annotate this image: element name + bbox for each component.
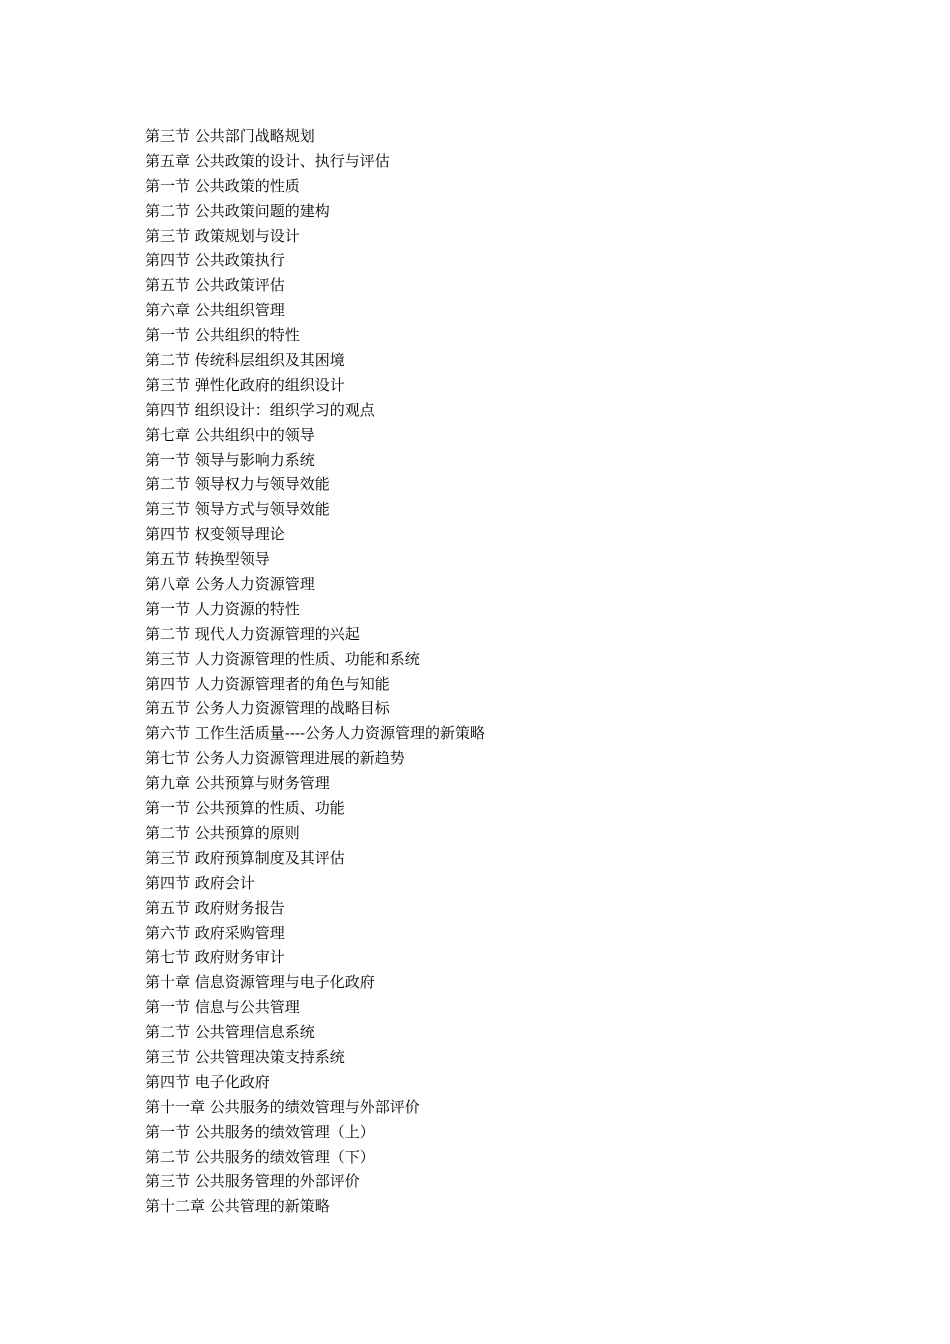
toc-entry: 第五节 政府财务报告 bbox=[145, 898, 285, 917]
toc-entry: 第八章 公务人力资源管理 bbox=[145, 575, 315, 594]
toc-entry: 第三节 公共部门战略规划 bbox=[145, 127, 315, 145]
toc-entry: 第一节 公共服务的绩效管理（上） bbox=[145, 1122, 375, 1141]
toc-entry: 第十二章 公共管理的新策略 bbox=[145, 1197, 330, 1216]
toc-entry: 第七节 公务人力资源管理进展的新趋势 bbox=[145, 749, 405, 768]
toc-entry: 第五节 公共政策评估 bbox=[145, 276, 285, 295]
toc-entry: 第三节 人力资源管理的性质、功能和系统 bbox=[145, 649, 420, 668]
toc-entry: 第五节 转换型领导 bbox=[145, 550, 270, 569]
toc-entry: 第一节 公共政策的性质 bbox=[145, 176, 300, 195]
toc-entry: 第九章 公共预算与财务管理 bbox=[145, 774, 330, 793]
toc-entry: 第四节 人力资源管理者的角色与知能 bbox=[145, 674, 390, 693]
toc-entry: 第二节 公共服务的绩效管理（下） bbox=[145, 1147, 375, 1166]
toc-entry: 第三节 领导方式与领导效能 bbox=[145, 500, 330, 519]
toc-entry: 第二节 公共管理信息系统 bbox=[145, 1023, 315, 1042]
toc-entry: 第二节 公共预算的原则 bbox=[145, 823, 300, 842]
toc-entry: 第二节 传统科层组织及其困境 bbox=[145, 351, 345, 370]
toc-entry: 第二节 领导权力与领导效能 bbox=[145, 475, 330, 494]
toc-entry: 第一节 人力资源的特性 bbox=[145, 599, 300, 618]
toc-entry: 第三节 弹性化政府的组织设计 bbox=[145, 375, 345, 394]
toc-entry: 第六章 公共组织管理 bbox=[145, 301, 285, 320]
toc-entry: 第七章 公共组织中的领导 bbox=[145, 425, 315, 444]
toc-entry: 第六节 工作生活质量----公务人力资源管理的新策略 bbox=[145, 724, 486, 743]
toc-entry: 第七节 政府财务审计 bbox=[145, 948, 285, 967]
toc-entry: 第三节 政府预算制度及其评估 bbox=[145, 848, 345, 867]
toc-entry: 第一节 公共预算的性质、功能 bbox=[145, 799, 345, 818]
toc-entry: 第五节 公务人力资源管理的战略目标 bbox=[145, 699, 390, 718]
toc-entry: 第四节 公共政策执行 bbox=[145, 251, 285, 270]
toc-entry: 第一节 公共组织的特性 bbox=[145, 326, 300, 345]
toc-entry: 第三节 公共管理决策支持系统 bbox=[145, 1047, 345, 1066]
toc-entry: 第二节 现代人力资源管理的兴起 bbox=[145, 624, 360, 643]
toc-entry: 第一节 领导与影响力系统 bbox=[145, 450, 315, 469]
toc-entry: 第十章 信息资源管理与电子化政府 bbox=[145, 973, 375, 992]
toc-entry: 第四节 组织设计：组织学习的观点 bbox=[145, 400, 375, 419]
toc-entry: 第二节 公共政策问题的建构 bbox=[145, 201, 330, 220]
toc-entry: 第三节 公共服务管理的外部评价 bbox=[145, 1172, 360, 1191]
table-of-contents bbox=[145, 124, 485, 1219]
toc-entry: 第六节 政府采购管理 bbox=[145, 923, 285, 942]
toc-entry: 第一节 信息与公共管理 bbox=[145, 998, 300, 1017]
toc-entry: 第三节 政策规划与设计 bbox=[145, 226, 300, 245]
toc-entry: 第十一章 公共服务的绩效管理与外部评价 bbox=[145, 1097, 420, 1116]
toc-entry: 第四节 电子化政府 bbox=[145, 1072, 270, 1091]
toc-entry: 第四节 政府会计 bbox=[145, 873, 255, 892]
toc-entry: 第五章 公共政策的设计、执行与评估 bbox=[145, 151, 390, 170]
toc-entry: 第四节 权变领导理论 bbox=[145, 525, 285, 544]
